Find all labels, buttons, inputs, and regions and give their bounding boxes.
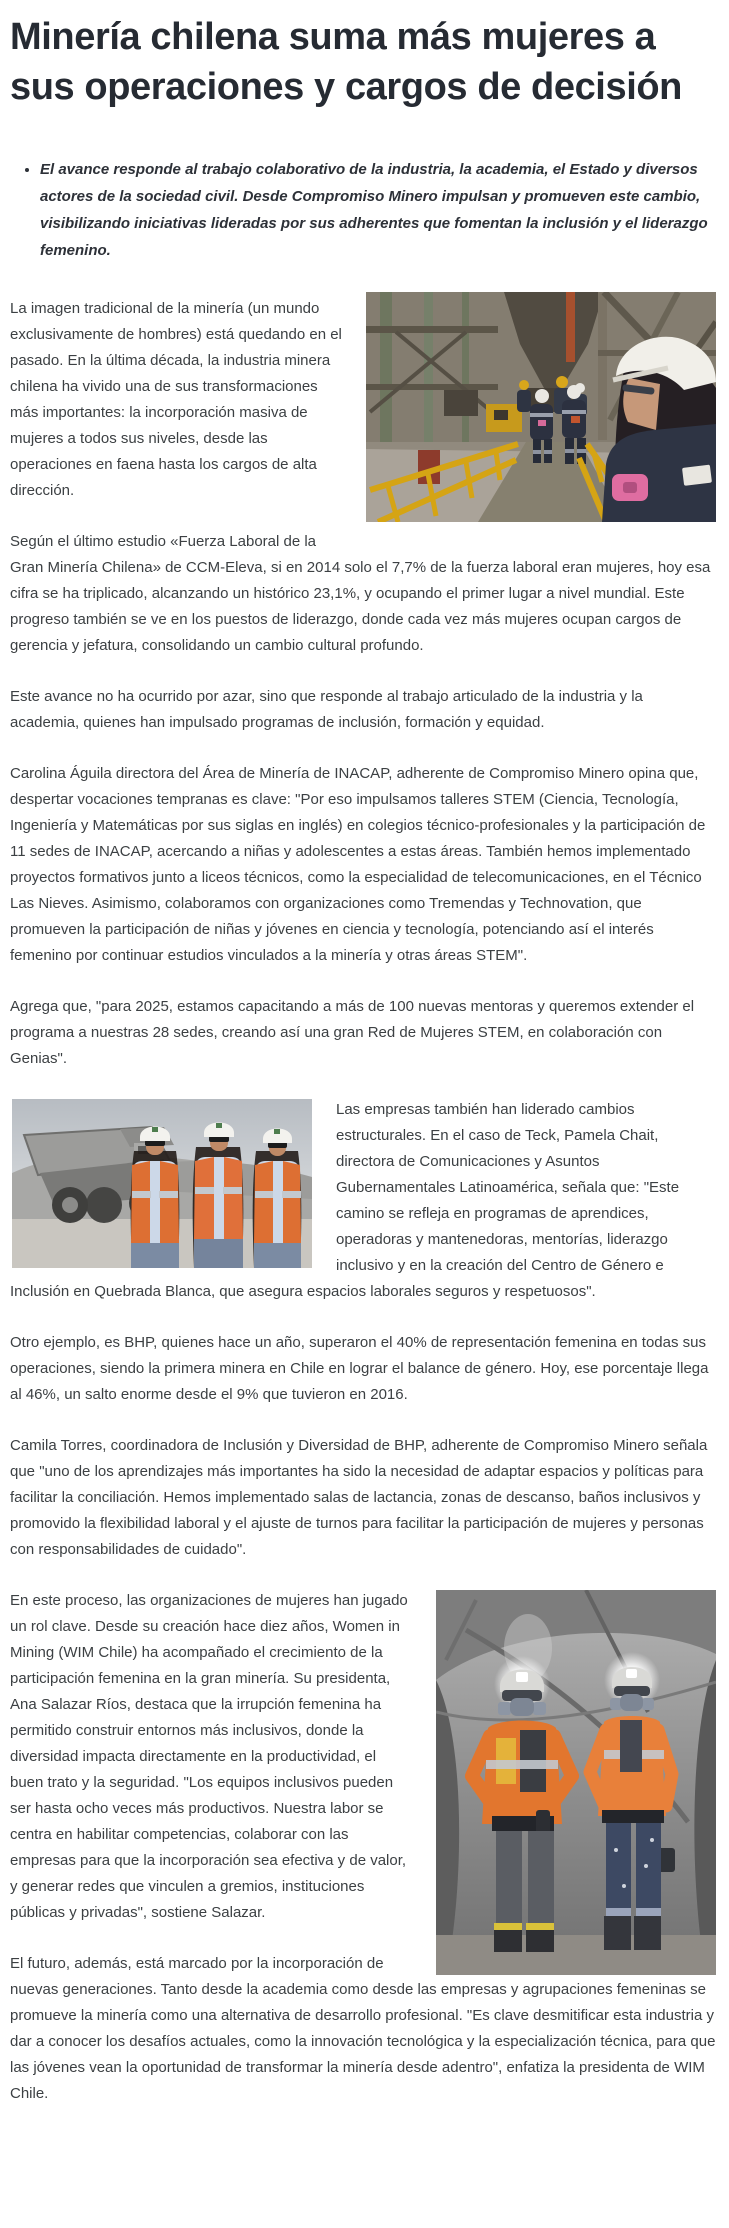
three-miners-truck-illustration [12, 1099, 312, 1268]
article-body [10, 296, 716, 2132]
paragraph: La imagen tradicional de la minería (un mundo exclusivamente de hombres) está quedando en el pasado. En la última década, la industria minera chilena ha vivido una de sus transformaciones más importantes: la incorporación masiva de mujeres a todos sus niveles, desde las operaciones en faena hasta los cargos de alta dirección. [10, 300, 342, 499]
paragraph: Según el último estudio «Fuerza Laboral de la Gran Minería Chilena» de CCM-Eleva, si en 2014 solo el 7,7% de la fuerza laboral eran mujeres, hoy esa cifra se ha triplicado, alcanzando un histórico 23,1%, y ocupando el primer lugar a nivel mundial. Este progreso también se ve en los puestos de liderazgo, donde cada vez más mujeres ocupan cargos de gerencia y jefatura, consolidando un cambio cultural profundo. [10, 533, 711, 654]
paragraph: Agrega que, "para 2025, estamos capacitando a más de 100 nuevas mentoras y queremos extender el programa a nuestras 28 sedes, creando así una gran Red de Mujeres STEM, en colaboración con Genias". [10, 998, 695, 1067]
underground-miners-illustration [436, 1590, 716, 1975]
photo-three-miners-truck [12, 1099, 312, 1268]
article-title: Minería chilena suma más mujeres a sus operaciones y cargos de decisión [10, 16, 682, 108]
paragraph: Este avance no ha ocurrido por azar, sino que responde al trabajo articulado de la industria y la academia, quienes han impulsado programas de inclusión, formación y equidad. [10, 688, 643, 731]
photo-plant-walkway [366, 292, 716, 522]
paragraph: El futuro, además, está marcado por la incorporación de nuevas generaciones. Tanto desde la academia como desde las empresas y agrupaciones femeninas se promueve la minería como una alternativa de desarrollo profesional. "Es clave desmitificar esta industria y dar a conocer los desafíos actuales, como la innovación tecnológica y la especialización técnica, para que las jóvenes vean la oportunidad de transformar la minería desde adentro", enfatiza la presidenta de WIM Chile. [10, 1955, 716, 2102]
paragraph: Carolina Águila directora del Área de Minería de INACAP, adherente de Compromiso Minero opina que, despertar vocaciones tempranas es clave: "Por eso impulsamos talleres STEM (Ciencia, Tecnología, Ingeniería y Matemáticas por sus siglas en inglés) en colegios técnico-profesionales y la participación de 11 sedes de INACAP, acercando a niñas y adolescentes a estas áreas. También hemos implementado proyectos formativos junto a liceos técnicos, como la especialidad de telecomunicaciones, en el Técnico Las Nieves. Asimismo, colaboramos con organizaciones como Tremendas y Technovation, que promueven la participación de niñas y jóvenes en ciencia y tecnología, potenciando así el interés femenino por continuar estudios vinculados a la minería y otras áreas STEM". [10, 765, 706, 964]
photo-underground-miners [436, 1590, 716, 1975]
plant-walkway-illustration [366, 292, 716, 522]
lead-bullet: • El avance responde al trabajo colaborativo de la industria, la academia, el Estado y diversos actores de la sociedad civil. Desde Compromiso Minero impulsan y promueven este cambio, visibilizando iniciativas lideradas por sus adherentes que fomentan la inclusión y el liderazgo femenino. [40, 156, 716, 264]
paragraph: Camila Torres, coordinadora de Inclusión y Diversidad de BHP, adherente de Compromiso Minero señala que "uno de los aprendizajes más importantes ha sido la necesidad de adaptar espacios y políticas para facilitar la conciliación. Hemos implementado salas de lactancia, zonas de descanso, baños inclusivos y promovido la flexibilidad laboral y el ajuste de turnos para facilitar la participación de mujeres y personas con responsabilidades de cuidado". [10, 1437, 708, 1558]
lead-bullet-list [10, 156, 716, 264]
paragraph: Las empresas también han liderado cambios estructurales. En el caso de Teck, Pamela Chait, directora de Comunicaciones y Asuntos Gubernamentales Latinoamérica, señala que: "Este camino se refleja en programas de aprendices, operadoras y mantenedoras, mentorías, liderazgo inclusivo y en la creación del Centro de Género e Inclusión en Quebrada Blanca, que asegura espacios laborales seguros y respetuosos". [10, 1101, 680, 1300]
paragraph: En este proceso, las organizaciones de mujeres han jugado un rol clave. Desde su creación hace diez años, Women in Mining (WIM Chile) ha acompañado el crecimiento de la participación femenina en la gran minería. Su presidenta, Ana Salazar Ríos, destaca que la irrupción femenina ha permitido construir entornos más inclusivos, donde la diversidad impacta directamente en la productividad, el buen trato y la seguridad. "Los equipos inclusivos pueden ser hasta ocho veces más productivos. Nuestra labor se centra en habilitar competencias, colaborar con las empresas para que la incorporación sea efectiva y de valor, y generar redes que vinculen a gremios, instituciones públicas y privadas", sostiene Salazar. [10, 1592, 408, 1921]
paragraph: Otro ejemplo, es BHP, quienes hace un año, superaron el 40% de representación femenina en todas sus operaciones, siendo la primera minera en Chile en lograr el balance de género. Hoy, ese porcentaje llega al 46%, un salto enorme desde el 9% que tuvieron en 2016. [10, 1334, 709, 1403]
